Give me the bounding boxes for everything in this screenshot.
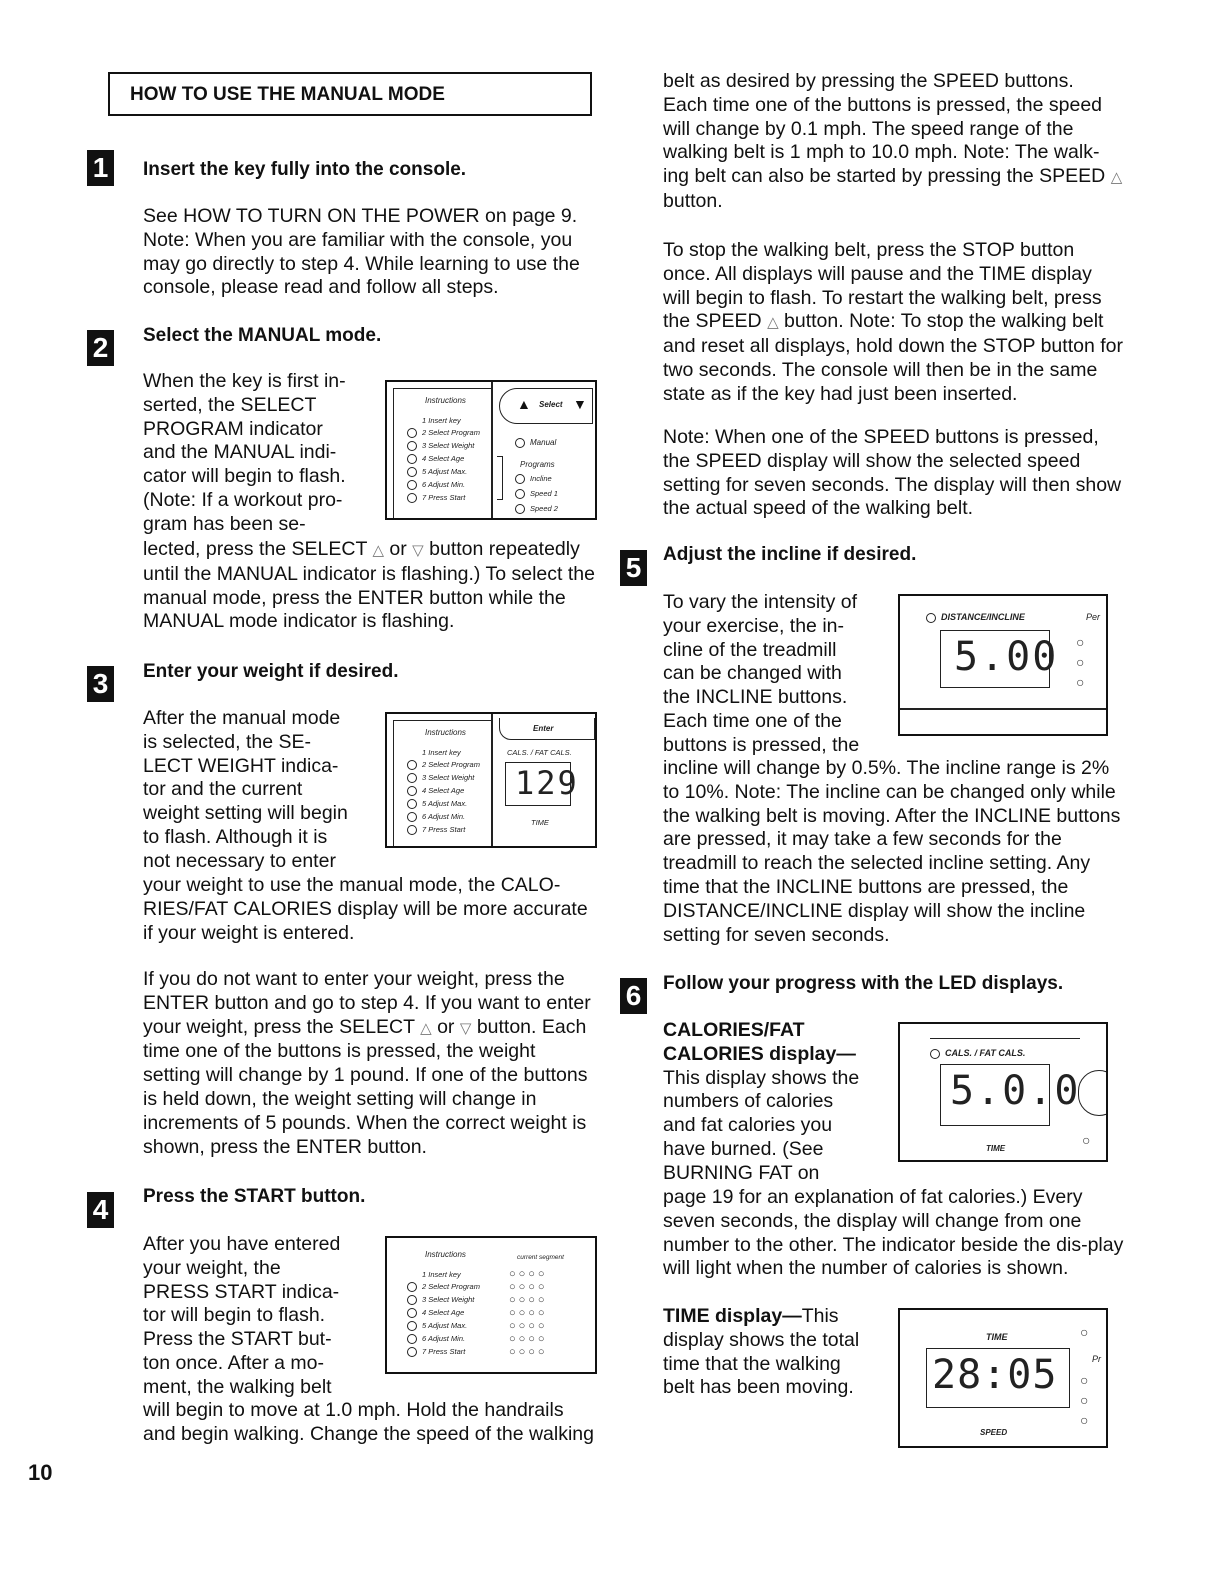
up-triangle-icon: △ [420,1019,432,1037]
step-3-heading: Enter your weight if desired. [143,661,399,682]
page-number: 10 [28,1460,53,1485]
step-2-heading: Select the MANUAL mode. [143,325,382,346]
indicator-light [407,441,417,451]
step-3-text-2: If you do not want to enter your weight, press the ENTER button and go to step 4. If you want to enter your weight, press the SELECT △ or ▽ button. Each time one of the buttons is pressed, the weight setting will change by 1 pound. If one of the buttons is held down, the weight setting will change in increments of 5 pounds. When the correct weight is shown, press the ENTER button. [143,968,591,1158]
calories-indicator [930,1049,940,1059]
step-number-2: 2 [87,330,114,366]
cals-label: CALS. / FAT CALS. [507,748,572,757]
step-3-text: your weight to use the manual mode, the CALO-RIES/FAT CALORIES display will be more accurate if your weight is entered. [143,874,588,944]
up-triangle-icon: △ [372,542,384,559]
indicator-light [407,454,417,464]
indicator-light [407,467,417,477]
pr-label: Pr [1092,1354,1101,1364]
console-figure-press-start: Instructions current segment 1 Insert key 2 Select Program 3 Select Weight 4 Select Age 5 Adjust Max. 6 Adjust Min. 7 Press Start ○○○○ ○○○○ ○○○○ ○○○○ ○○○○ ○○○○ ○○○○ [385,1236,597,1374]
step-5-side-text: To vary the intensity of your exercise, the in- cline of the treadmill can be changed with the INCLINE buttons. Each time one of the buttons is pressed, the [663,591,860,756]
step-4-text: will begin to move at 1.0 mph. Hold the handrails and begin walking. Change the speed of the walking [143,1399,594,1445]
time-readout: 28:05 [932,1352,1058,1398]
indicator-light [407,493,417,503]
speed-text: belt as desired by pressing the SPEED buttons. Each time one of the buttons is pressed, the speed will change by 0.1 mph. The speed range of the walking belt is 1 mph to 10.0 mph. Note: The walk-ing belt can also be started by pressing the SPEED △ button. [663,70,1123,212]
section-title-box [108,72,592,116]
up-triangle-icon: △ [767,314,779,332]
console-figure-select-program: Instructions 1 Insert key 2 Select Program 3 Select Weight 4 Select Age 5 Adjust Max. 6 Adjust Min. 7 Press Start ▲ Select ▼ Manual Programs Incline Speed 1 Speed 2 [385,380,597,520]
console-figure-calories: CALS. / FAT CALS. 5.0.0 TIME ○ [898,1022,1108,1162]
step-4-heading: Press the START button. [143,1186,366,1207]
console-figure-incline: DISTANCE/INCLINE Per 5.00 ○ ○ ○ [898,594,1108,736]
step-number-1: 1 [87,150,114,186]
step-1-heading: Insert the key fully into the console. [143,159,467,180]
step-2-side-text: When the key is first in- serted, the SELECT PROGRAM indicator and the MANUAL indi- cator will begin to flash. (Note: If a workout pro- gram has been se- [143,370,346,535]
time-label: TIME [531,818,549,827]
console-figure-select-weight: Instructions 1 Insert key 2 Select Program 3 Select Weight 4 Select Age 5 Adjust Max. 6 Adjust Min. 7 Press Start Enter CALS. / FAT CALS. 129 TIME [385,712,597,848]
indicator-light [407,480,417,490]
calories-text: page 19 for an explanation of fat calories.) Every seven seconds, the display will change from one number to the other. The indicator beside the dis-play will light when the number of calories is shown. [663,1186,1124,1280]
up-triangle-icon: ▲ [517,396,531,412]
step-1-text: See HOW TO TURN ON THE POWER on page 9. Note: When you are familiar with the console, you may go directly to step 4. While learning to use the console, please read and follow all steps. [143,205,580,299]
step-3-side-text: After the manual mode is selected, the SE- LECT WEIGHT indica- tor and the current weight setting will begin to flash. Although it is not necessary to enter [143,707,348,872]
up-triangle-icon: △ [1110,169,1123,187]
speed-label: SPEED [980,1428,1008,1437]
stop-text: To stop the walking belt, press the STOP button once. All displays will pause and the TIME display will begin to flash. To restart the walking belt, press the SPEED △ button. Note: To stop the walking belt and reset all displays, hold down the STOP button for two seconds. The console will then be in the same state as if the key had just been inserted. [663,239,1123,405]
instructions-label: Instructions [425,396,466,405]
per-label: Per [1086,612,1101,622]
indicator-light [407,428,417,438]
segment-indicator-grid: ○○○○ ○○○○ ○○○○ ○○○○ ○○○○ ○○○○ ○○○○ [509,1268,548,1358]
weight-readout: 129 [515,764,579,802]
time-side-text: TIME display—This display shows the total time that the walking belt has been moving. [663,1305,860,1399]
programs-label: Programs [520,460,555,469]
enter-label: Enter [533,724,554,733]
step-number-4: 4 [87,1192,114,1228]
step-5-heading: Adjust the incline if desired. [663,544,917,565]
step-number-6: 6 [620,978,647,1014]
down-triangle-icon: ▽ [412,542,424,559]
down-triangle-icon: ▽ [459,1019,472,1037]
step-2-text: lected, press the SELECT △ or ▽ button repeatedly until the MANUAL indicator is flashing.) To select the manual mode, press the ENTER button while the MANUAL mode indicator is flashing. [143,538,595,633]
step-number-3: 3 [87,666,114,702]
calories-side-text: CALORIES/FAT CALORIES display— This display shows the numbers of calories and fat calories you have burned. (See BURNING FAT on [663,1019,860,1184]
calories-readout: 5.0.0 [950,1068,1081,1114]
manual-indicator [515,438,525,448]
down-triangle-icon: ▼ [573,396,587,412]
select-label: Select [539,400,563,409]
speed-note-text: Note: When one of the SPEED buttons is pressed, the SPEED display will show the selected speed setting for seven seconds. The display will then show the actual speed of the walking belt. [663,426,1122,520]
section-title: HOW TO USE THE MANUAL MODE [130,84,445,105]
step-5-text: incline will change by 0.5%. The incline range is 2% to 10%. Note: The incline can be changed only while the walking belt is moving. After the INCLINE buttons are pressed, it may take a few seconds for the treadmill to reach the selected incline setting. Any time that the INCLINE buttons are pressed, the DISTANCE/INCLINE display will show the incline setting for seven seconds. [663,757,1121,946]
incline-readout: 5.00 [954,634,1059,680]
step-6-heading: Follow your progress with the LED displays. [663,973,1064,994]
step-4-side-text: After you have entered your weight, the PRESS START indica- tor will begin to flash. Press the START but- ton once. After a mo- ment, the walking belt [143,1233,341,1398]
console-figure-time: TIME 28:05 SPEED Pr ○ ○ ○ ○ [898,1308,1108,1448]
current-segment-label: current segment [517,1254,564,1261]
step-number-5: 5 [620,550,647,586]
